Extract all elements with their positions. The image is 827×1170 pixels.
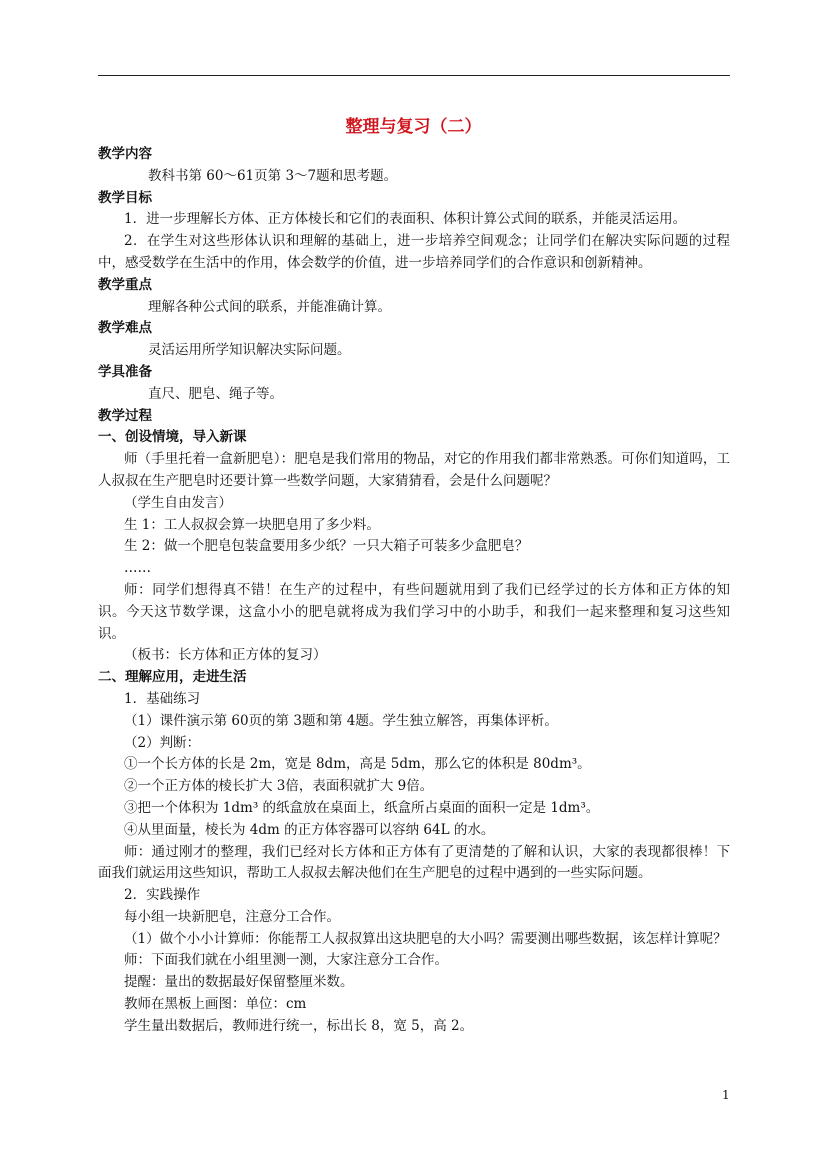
tools-text: 直尺、肥皂、绳子等。 xyxy=(148,385,283,402)
paragraph: ③把一个体积为 1dm³ 的纸盒放在桌面上，纸盒所占桌面的面积一定是 1dm³。 xyxy=(124,799,600,816)
paragraph: （1）做个小小计算师：你能帮工人叔叔算出这块肥皂的大小吗？需要测出哪些数据，该怎样计算呢？ xyxy=(124,930,727,947)
paragraph: 生 1：工人叔叔会算一块肥皂用了多少料。 xyxy=(124,516,380,533)
page-number: 1 xyxy=(722,1088,730,1102)
paragraph: 每小组一块新肥皂，注意分工合作。 xyxy=(124,908,340,925)
paragraph: （2）判断： xyxy=(124,734,201,751)
paragraph: ①一个长方体的长是 2m，宽是 8dm，高是 5dm，那么它的体积是 80dm³。 xyxy=(124,756,591,773)
part1-heading: 一、创设情境，导入新课 xyxy=(98,429,247,446)
paragraph: 2．实践操作 xyxy=(124,887,201,904)
goal-1: 1．进一步理解长方体、正方体棱长和它们的表面积、体积计算公式间的联系，并能灵活运用。 xyxy=(124,211,687,228)
page-title: 整理与复习（二） xyxy=(345,117,482,137)
paragraph: 生 2：做一个肥皂包装盒要用多少纸？一只大箱子可装多少盒肥皂？ xyxy=(124,538,529,555)
section-heading-tools: 学具准备 xyxy=(98,363,152,380)
section-heading-key: 教学重点 xyxy=(98,276,152,293)
paragraph: ④从里面量，棱长为 4dm 的正方体容器可以容纳 64L 的水。 xyxy=(124,821,495,838)
section-heading-difficulty: 教学难点 xyxy=(98,320,152,337)
document-body xyxy=(98,144,730,1038)
difficulty-text: 灵活运用所学知识解决实际问题。 xyxy=(148,342,351,359)
paragraph: …… xyxy=(124,560,151,577)
paragraph: （板书：长方体和正方体的复习） xyxy=(124,647,327,664)
section-heading-goals: 教学目标 xyxy=(98,189,152,206)
paragraph: 学生量出数据后，教师进行统一，标出长 8，宽 5，高 2。 xyxy=(124,1017,474,1034)
paragraph: 师（手里托着一盒新肥皂）：肥皂是我们常用的物品，对它的作用我们都非常熟悉。可你们知道吗，工人叔叔在生产肥皂时还要计算一些数学问题，大家猜猜看，会是什么问题呢？ xyxy=(98,451,730,489)
paragraph: 师：同学们想得真不错！在生产的过程中，有些问题就用到了我们已经学过的长方体和正方体的知识。今天这节数学课，这盒小小的肥皂就将成为我们学习中的小助手，和我们一起来整理和复习这些知识。 xyxy=(98,581,730,642)
paragraph: （学生自由发言） xyxy=(124,494,232,511)
key-text: 理解各种公式间的联系，并能准确计算。 xyxy=(148,298,391,315)
paragraph: 师：通过刚才的整理，我们已经对长方体和正方体有了更清楚的了解和认识，大家的表现都很棒！下面我们就运用这些知识，帮助工人叔叔去解决他们在生产肥皂的过程中遇到的一些实际问题。 xyxy=(98,843,730,882)
section-heading-content: 教学内容 xyxy=(98,146,152,162)
content-text: 教科书第 60～61页第 3～7题和思考题。 xyxy=(148,167,398,184)
goal-2: 2．在学生对这些形体认识和理解的基础上，进一步培养空间观念；让同学们在解决实际问题的过程中，感受数学在生活中的作用，体会数学的价值，进一步培养同学们的合作意识和创新精神。 xyxy=(98,233,730,271)
paragraph: 师：下面我们就在小组里测一测，大家注意分工合作。 xyxy=(124,952,448,969)
header-rule xyxy=(98,75,730,76)
part2-heading: 二、理解应用，走进生活 xyxy=(98,669,247,686)
paragraph: 教师在黑板上画图：单位：cm xyxy=(124,996,307,1013)
paragraph: 1．基础练习 xyxy=(124,690,201,707)
section-heading-process: 教学过程 xyxy=(98,407,152,424)
paragraph: （1）课件演示第 60页的第 3题和第 4题。学生独立解答，再集体评析。 xyxy=(124,712,558,729)
paragraph: 提醒：量出的数据最好保留整厘米数。 xyxy=(124,974,354,991)
paragraph: ②一个正方体的棱长扩大 3倍，表面积就扩大 9倍。 xyxy=(124,778,434,795)
